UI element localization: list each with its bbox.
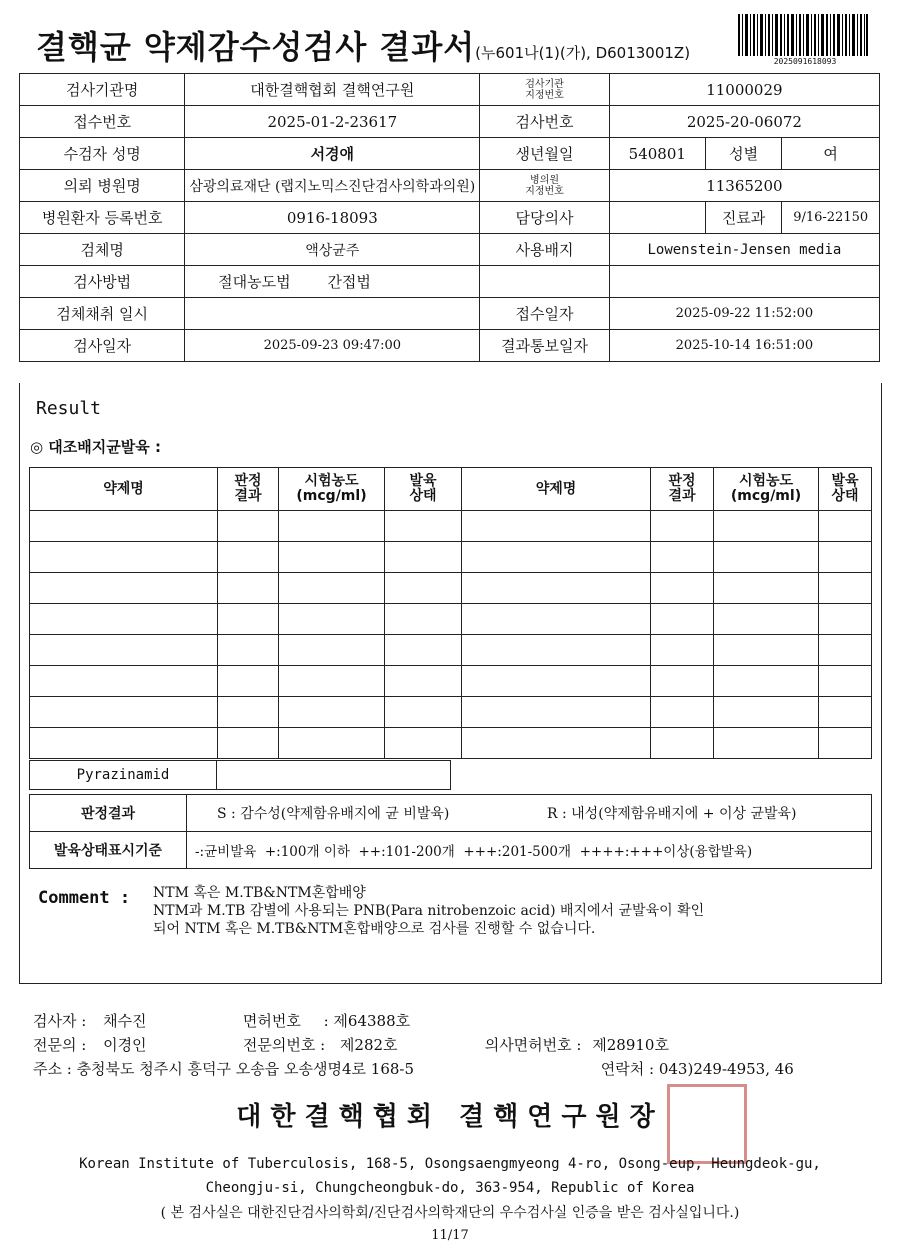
footer-tester: 검사자 : 채수진 면허번호 : 제64388호 <box>33 1012 411 1030</box>
comment-line: 되어 NTM 혹은 M.TB&NTM혼합배양으로 검사를 진행할 수 없습니다. <box>153 921 596 937</box>
comment-line: NTM 혹은 M.TB&NTM혼합배양 <box>153 885 366 901</box>
col-drug-2: 약제명 <box>462 468 651 511</box>
page-number: 11/17 <box>431 1228 469 1243</box>
specimen-label: 검체명 <box>20 234 185 266</box>
dob-value: 540801 <box>609 138 705 170</box>
medium-label: 사용배지 <box>480 234 610 266</box>
test-date-label: 검사일자 <box>20 330 185 362</box>
drug-table <box>29 467 872 759</box>
footer-address: 주소 : 충청북도 청주시 흥덕구 오송읍 오송생명4로 168-5 연락처 : 043)249-4953, 46 <box>33 1060 794 1078</box>
footer-specialist: 전문의 : 이경인 전문의번호 : 제282호 의사면허번호 : 제28910호 <box>33 1036 669 1054</box>
method-empty-2 <box>609 266 879 298</box>
method-indirect: 간접법 <box>323 266 479 298</box>
comment-label: Comment : <box>38 888 131 908</box>
hospital-code-value: 11365200 <box>609 170 879 202</box>
inst-code-label: 검사기관 지정번호 <box>480 74 610 106</box>
english-address-2: Cheongju-si, Chungcheongbuk-do, 363-954, Republic of Korea <box>205 1180 695 1196</box>
comment-line: NTM과 M.TB 감별에 사용되는 PNB(Para nitrobenzoic acid) 배지에서 균발육이 확인 <box>153 903 705 919</box>
judge-legend-label: 판정결과 <box>30 795 187 832</box>
col-conc-2: 시험농도 (mcg/ml) <box>714 468 819 511</box>
table-row <box>30 604 872 635</box>
col-growth: 발육 상태 <box>385 468 462 511</box>
sex-label: 성별 <box>705 138 782 170</box>
test-no-label: 검사번호 <box>480 106 610 138</box>
pyrazinamid-value <box>217 761 451 790</box>
collect-label: 검체채취 일시 <box>20 298 185 330</box>
inst-code-value: 11000029 <box>609 74 879 106</box>
barcode-icon <box>738 14 868 56</box>
report-code: (누601나(1)(가), D6013001Z) <box>475 44 691 62</box>
sex-value: 여 <box>782 138 880 170</box>
growth-legend-text: -:균비발육 +:100개 이하 ++:101-200개 +++:201-500개 ++++:+++이상(융합발육) <box>187 832 872 869</box>
control-growth-label: ◎ 대조배지균발육 : <box>30 438 161 456</box>
judge-s: S : 감수성(약제함유배지에 균 비발육) <box>217 806 450 822</box>
table-row <box>30 542 872 573</box>
doctor-label: 담당의사 <box>480 202 610 234</box>
dob-label: 생년월일 <box>480 138 610 170</box>
method-empty <box>480 266 610 298</box>
patient-value: 서경애 <box>185 138 480 170</box>
seal-stamp-icon <box>667 1084 747 1164</box>
table-row <box>30 697 872 728</box>
comment-text <box>153 884 704 938</box>
certification-note: ( 본 검사실은 대한진단검사의학회/진단검사의학재단의 우수검사실 인증을 받은 검사실입니다.) <box>160 1205 740 1221</box>
patient-info-table <box>19 73 880 362</box>
recv-date-label: 접수일자 <box>480 298 610 330</box>
report-title: 결핵균 약제감수성검사 결과서(누601나(1)(가), D6013001Z) <box>36 28 691 66</box>
institution-name: 대한결핵협회 결핵연구원장 <box>236 1102 664 1132</box>
inst-value: 대한결핵협회 결핵연구원 <box>185 74 480 106</box>
medium-value: Lowenstein-Jensen media <box>609 234 879 266</box>
patient-label: 수검자 성명 <box>20 138 185 170</box>
col-judge: 판정 결과 <box>218 468 279 511</box>
specimen-value: 액상균주 <box>185 234 480 266</box>
reg-label: 병원환자 등록번호 <box>20 202 185 234</box>
test-date-value: 2025-09-23 09:47:00 <box>185 330 480 362</box>
report-date-value: 2025-10-14 16:51:00 <box>609 330 879 362</box>
col-conc: 시험농도 (mcg/ml) <box>279 468 385 511</box>
hospital-value: 삼광의료재단 (랩지노믹스진단검사의학과의원) <box>185 170 480 202</box>
report-date-label: 결과통보일자 <box>480 330 610 362</box>
col-drug: 약제명 <box>30 468 218 511</box>
table-row <box>30 728 872 759</box>
barcode-number: 2025091618093 <box>773 57 837 66</box>
receipt-label: 접수번호 <box>20 106 185 138</box>
result-heading: Result <box>36 398 102 419</box>
doctor-value <box>609 202 705 234</box>
table-row <box>30 511 872 542</box>
pyrazinamid-label: Pyrazinamid <box>30 761 217 790</box>
receipt-value: 2025-01-2-23617 <box>185 106 480 138</box>
dept-label: 진료과 <box>705 202 782 234</box>
col-judge-2: 판정 결과 <box>651 468 714 511</box>
judge-r: R : 내성(약제함유배지에 + 이상 균발육) <box>547 806 797 822</box>
dept-value: 9/16-22150 <box>782 202 880 234</box>
method-absolute: 절대농도법 <box>185 266 324 298</box>
pyrazinamid-table <box>29 760 451 790</box>
hospital-label: 의뢰 병원명 <box>20 170 185 202</box>
legend-table <box>29 794 872 869</box>
table-row <box>30 666 872 697</box>
col-growth-2: 발육 상태 <box>819 468 872 511</box>
english-address-1: Korean Institute of Tuberculosis, 168-5, Osongsaengmyeong 4-ro, Osong-eup, Heungdeok-gu, <box>79 1156 821 1172</box>
judge-legend-text <box>187 795 872 832</box>
collect-value <box>185 298 480 330</box>
recv-date-value: 2025-09-22 11:52:00 <box>609 298 879 330</box>
table-row <box>30 573 872 604</box>
test-no-value: 2025-20-06072 <box>609 106 879 138</box>
method-label: 검사방법 <box>20 266 185 298</box>
table-row <box>30 635 872 666</box>
reg-value: 0916-18093 <box>185 202 480 234</box>
hospital-code-label: 병의원 지정번호 <box>480 170 610 202</box>
growth-legend-label: 발육상태표시기준 <box>30 832 187 869</box>
inst-label: 검사기관명 <box>20 74 185 106</box>
